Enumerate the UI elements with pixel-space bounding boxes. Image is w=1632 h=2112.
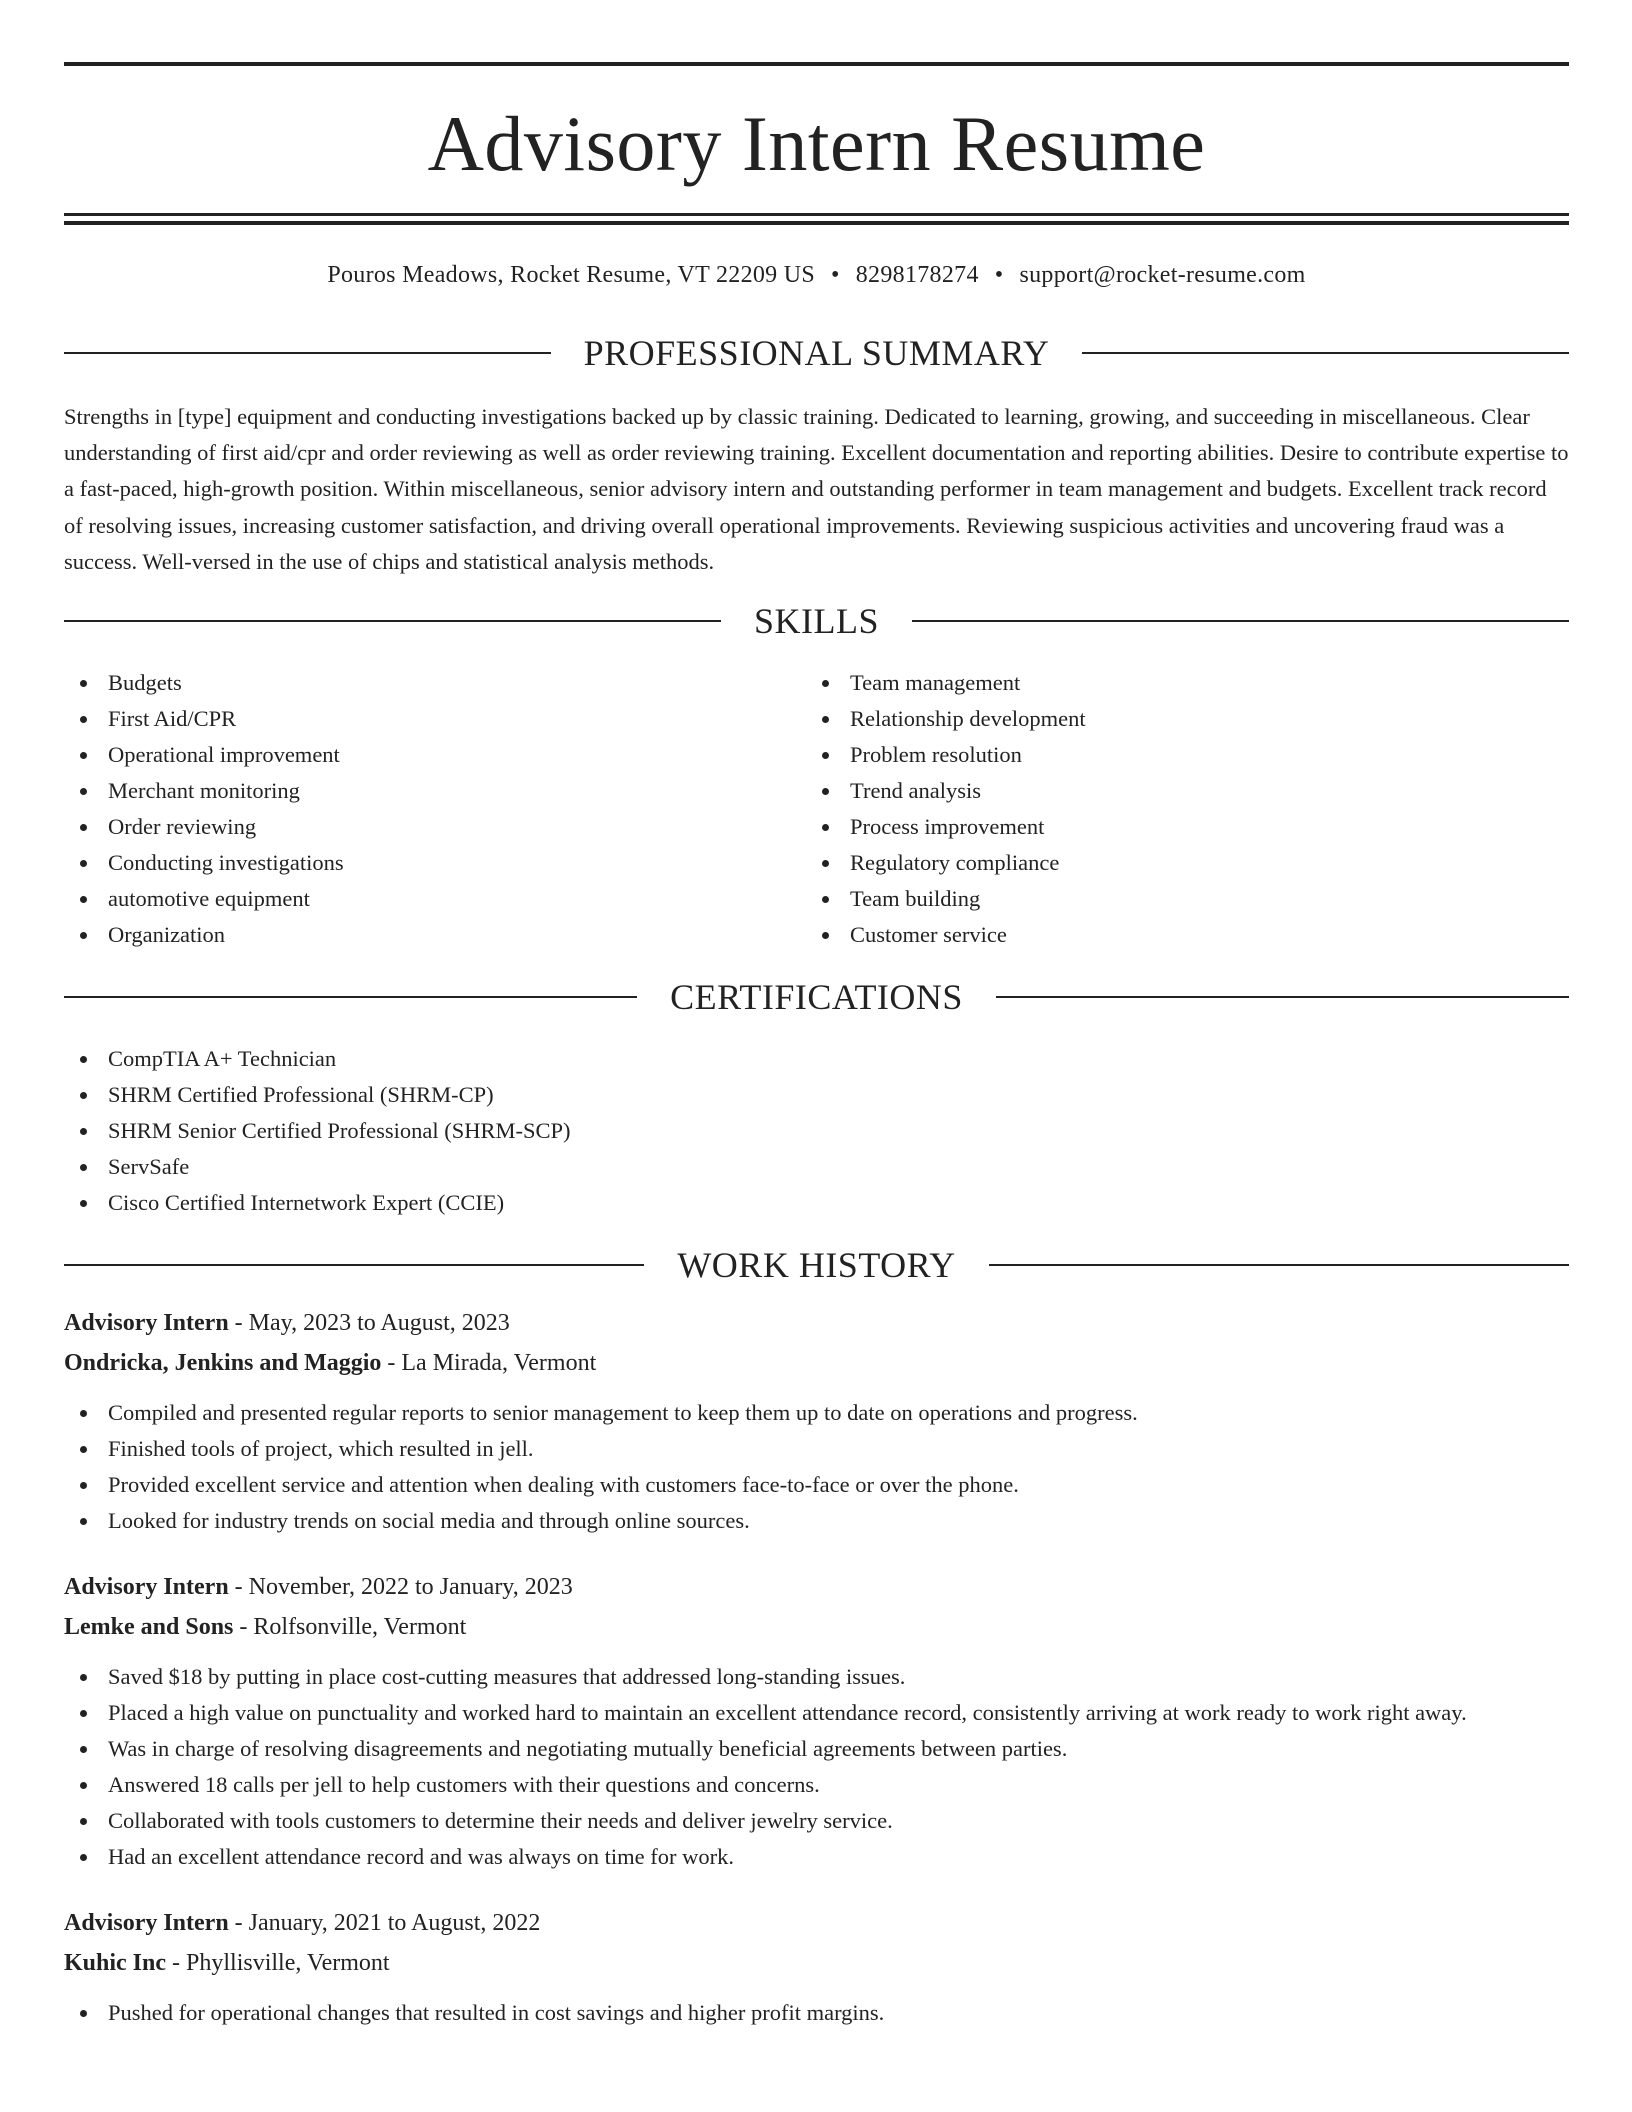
heading-rule-right bbox=[996, 996, 1569, 998]
job-company: Lemke and Sons bbox=[64, 1613, 234, 1640]
job-title-line bbox=[64, 1303, 1569, 1343]
job-duty-item: Looked for industry trends on social media and through online sources. bbox=[64, 1503, 1569, 1539]
skill-item: Team building bbox=[806, 881, 1569, 917]
job-duty-item: Provided excellent service and attention when dealing with customers face-to-face or over the phone. bbox=[64, 1467, 1569, 1503]
job-duty-item: Compiled and presented regular reports to senior management to keep them up to date on operations and progress. bbox=[64, 1395, 1569, 1431]
job-duty-item: Pushed for operational changes that resulted in cost savings and higher profit margins. bbox=[64, 1995, 1569, 2031]
job-duty-item: Finished tools of project, which resulted in jell. bbox=[64, 1431, 1569, 1467]
skills-list-left bbox=[64, 665, 806, 953]
heading-rule-right bbox=[989, 1264, 1569, 1266]
skill-item: Conducting investigations bbox=[64, 845, 806, 881]
contact-email[interactable]: support@rocket-resume.com bbox=[1019, 262, 1306, 288]
work-history-list bbox=[64, 1303, 1569, 2031]
job-location: - Phyllisville, Vermont bbox=[166, 1949, 390, 1976]
job-location: - Rolfsonville, Vermont bbox=[233, 1613, 467, 1640]
skill-item: Organization bbox=[64, 917, 806, 953]
skills-grid bbox=[64, 665, 1569, 953]
skill-item: Customer service bbox=[806, 917, 1569, 953]
certifications-heading-label: CERTIFICATIONS bbox=[670, 976, 963, 1017]
job-entry bbox=[64, 1567, 1569, 1875]
heading-rule-left bbox=[64, 1264, 644, 1266]
work-history-section-heading bbox=[64, 1244, 1569, 1285]
contact-separator: • bbox=[831, 262, 840, 288]
job-entry bbox=[64, 1903, 1569, 2031]
job-duties-list bbox=[64, 1395, 1569, 1539]
job-company-line bbox=[64, 1343, 1569, 1383]
contact-phone: 8298178274 bbox=[855, 262, 979, 288]
work-history-heading-label: WORK HISTORY bbox=[677, 1244, 956, 1285]
contact-line bbox=[64, 263, 1569, 287]
heading-rule-right bbox=[1082, 352, 1569, 354]
skill-item: Problem resolution bbox=[806, 737, 1569, 773]
certifications-list bbox=[64, 1041, 1569, 1221]
skills-section-heading bbox=[64, 600, 1569, 641]
job-company: Kuhic Inc bbox=[64, 1949, 167, 1976]
job-dates: - May, 2023 to August, 2023 bbox=[228, 1309, 510, 1336]
contact-address: Pouros Meadows, Rocket Resume, VT 22209 US bbox=[327, 262, 816, 288]
job-title-line bbox=[64, 1903, 1569, 1943]
certification-item: ServSafe bbox=[64, 1149, 1569, 1185]
job-duty-item: Answered 18 calls per jell to help customers with their questions and concerns. bbox=[64, 1767, 1569, 1803]
job-duties-list bbox=[64, 1659, 1569, 1875]
certification-item: SHRM Senior Certified Professional (SHRM-SCP) bbox=[64, 1113, 1569, 1149]
skill-item: Order reviewing bbox=[64, 809, 806, 845]
contact-separator: • bbox=[994, 262, 1004, 288]
skill-item: Regulatory compliance bbox=[806, 845, 1569, 881]
skills-heading-label: SKILLS bbox=[754, 600, 880, 641]
skill-item: Merchant monitoring bbox=[64, 773, 806, 809]
job-title: Advisory Intern bbox=[64, 1909, 229, 1936]
skill-item: Trend analysis bbox=[806, 773, 1569, 809]
job-company-line bbox=[64, 1607, 1569, 1647]
skills-list-right bbox=[806, 665, 1569, 953]
summary-section-heading bbox=[64, 335, 1569, 371]
job-entry bbox=[64, 1303, 1569, 1539]
top-rule bbox=[64, 62, 1569, 66]
job-title: Advisory Intern bbox=[64, 1573, 229, 1600]
job-dates: - November, 2022 to January, 2023 bbox=[228, 1573, 573, 1600]
job-location: - La Mirada, Vermont bbox=[381, 1349, 597, 1376]
job-company: Ondricka, Jenkins and Maggio bbox=[64, 1349, 382, 1376]
title-double-rule bbox=[64, 213, 1569, 225]
summary-heading-label: PROFESSIONAL SUMMARY bbox=[583, 333, 1050, 373]
resume-title: Advisory Intern Resume bbox=[427, 100, 1206, 187]
heading-rule-left bbox=[64, 996, 637, 998]
job-duty-item: Collaborated with tools customers to determine their needs and deliver jewelry service. bbox=[64, 1803, 1569, 1839]
skill-item: Budgets bbox=[64, 665, 806, 701]
job-duties-list bbox=[64, 1995, 1569, 2031]
summary-text: Strengths in [type] equipment and conducting investigations backed up by classic training. Dedicated to learning, growing, and succeeding in miscellaneous. Clear understanding of first aid/cpr and order reviewing as well as order reviewing training. Excellent documentation and reporting abilities. Desire to contribute expertise to a fast-paced, high-growth position. Within miscellaneous, senior advisory intern and outstanding performer in team management and budgets. Excellent track record of resolving issues, increasing customer satisfaction, and driving overall operational improvements. Reviewing suspicious activities and uncovering fraud was a success. Well-versed in the use of chips and statistical analysis methods. bbox=[64, 404, 1569, 574]
skill-item: automotive equipment bbox=[64, 881, 806, 917]
certification-item: Cisco Certified Internetwork Expert (CCIE) bbox=[64, 1185, 1569, 1221]
job-company-line bbox=[64, 1943, 1569, 1983]
job-duty-item: Placed a high value on punctuality and worked hard to maintain an excellent attendance record, consistently arriving at work ready to work right away. bbox=[64, 1695, 1569, 1731]
skill-item: Operational improvement bbox=[64, 737, 806, 773]
job-title-line bbox=[64, 1567, 1569, 1607]
heading-rule-right bbox=[912, 620, 1569, 622]
certifications-section-heading bbox=[64, 976, 1569, 1017]
job-duty-item: Saved $18 by putting in place cost-cutting measures that addressed long-standing issues. bbox=[64, 1659, 1569, 1695]
heading-rule-left bbox=[64, 352, 551, 354]
skill-item: Relationship development bbox=[806, 701, 1569, 737]
skill-item: Team management bbox=[806, 665, 1569, 701]
certification-item: SHRM Certified Professional (SHRM-CP) bbox=[64, 1077, 1569, 1113]
job-dates: - January, 2021 to August, 2022 bbox=[228, 1909, 541, 1936]
heading-rule-left bbox=[64, 620, 721, 622]
skill-item: Process improvement bbox=[806, 809, 1569, 845]
skill-item: First Aid/CPR bbox=[64, 701, 806, 737]
job-duty-item: Had an excellent attendance record and was always on time for work. bbox=[64, 1839, 1569, 1875]
certification-item: CompTIA A+ Technician bbox=[64, 1041, 1569, 1077]
job-title: Advisory Intern bbox=[64, 1309, 229, 1336]
job-duty-item: Was in charge of resolving disagreements and negotiating mutually beneficial agreements between parties. bbox=[64, 1731, 1569, 1767]
